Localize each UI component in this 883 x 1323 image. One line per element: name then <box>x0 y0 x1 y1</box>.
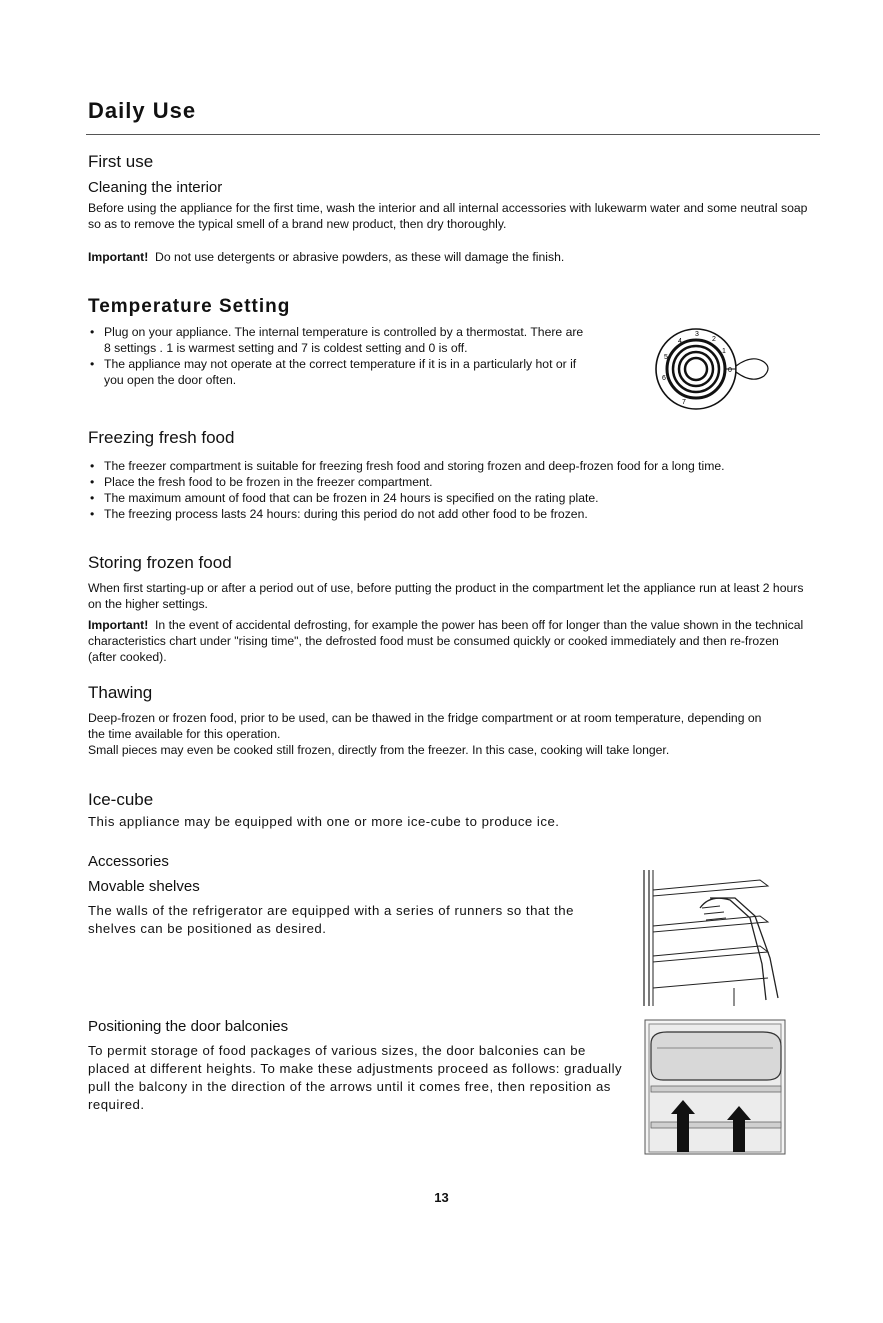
dial-number: 1 <box>722 348 726 355</box>
storing-heading: Storing frozen food <box>88 553 232 572</box>
temperature-list <box>88 324 593 388</box>
cleaning-interior-heading: Cleaning the interior <box>88 179 223 196</box>
important-label: Important! <box>88 618 149 632</box>
dial-number: 5 <box>664 354 668 361</box>
dial-number: 2 <box>712 336 716 343</box>
accessories-heading: Accessories <box>88 853 169 870</box>
dial-number: 3 <box>695 331 699 338</box>
first-use-heading: First use <box>88 152 154 171</box>
important-text: In the event of accidental defrosting, for example the power has been off for longer than the value shown in the technical characteristics chart under "rising time", the defrosted food must be consumed quickly or cooked immediately and then re-frozen (after cooked). <box>88 618 804 664</box>
icecube-heading: Ice-cube <box>88 790 154 809</box>
dial-number: 7 <box>682 399 686 406</box>
important-label: Important! <box>88 250 149 264</box>
movable-shelves-text: The walls of the refrigerator are equipped with a series of runners so that the shelves can be positioned as desired. <box>88 903 574 936</box>
thawing-text-2: Small pieces may even be cooked still frozen, directly from the freezer. In this case, cooking will take longer. <box>88 743 670 757</box>
title-rule <box>86 134 820 135</box>
thawing-heading: Thawing <box>88 683 153 702</box>
freezing-bullet: • The freezing process lasts 24 hours: during this period do not add other food to be frozen. <box>88 506 813 522</box>
door-balcony-illustration-icon <box>643 1018 789 1156</box>
storing-text: When first starting-up or after a period out of use, before putting the product in the compartment let the appliance run at least 2 hours on the higher settings. <box>88 581 804 611</box>
dial-number: 6 <box>662 375 666 382</box>
page-title: Daily Use <box>88 98 197 123</box>
shelf-hand-illustration-icon <box>640 868 780 1008</box>
page-number: 13 <box>434 1190 449 1205</box>
thermostat-dial-icon <box>652 326 778 422</box>
dial-number: 4 <box>678 338 682 345</box>
cleaning-important-note <box>88 249 823 265</box>
icecube-text: This appliance may be equipped with one or more ice-cube to produce ice. <box>88 814 560 829</box>
temperature-bullet: • Plug on your appliance. The internal temperature is controlled by a thermostat. There are 8 settings . 1 is warmest setting and 7 is coldest setting and 0 is off. <box>88 324 593 356</box>
temperature-bullet: • The appliance may not operate at the correct temperature if it is in a particularly hot or if you open the door often. <box>88 356 593 388</box>
movable-shelves-heading: Movable shelves <box>88 878 200 895</box>
dial-number: 0 <box>728 367 732 374</box>
freezing-list <box>88 458 813 522</box>
freezing-heading: Freezing fresh food <box>88 428 235 447</box>
cleaning-interior-text: Before using the appliance for the first time, wash the interior and all internal accessories with lukewarm water and some neutral soap so as to remove the typical smell of a brand new product, then dry thoroughly. <box>88 201 808 231</box>
door-balconies-text: To permit storage of food packages of various sizes, the door balconies can be placed at different heights. To make these adjustments proceed as follows: gradually pull the balcony in the direction of the arrows until it comes free, then reposition as required. <box>88 1043 623 1112</box>
thawing-text: Deep-frozen or frozen food, prior to be used, can be thawed in the fridge compartment or at room temperature, depending on the time available for this operation. <box>88 711 762 741</box>
important-text: Do not use detergents or abrasive powders, as these will damage the finish. <box>155 250 565 264</box>
freezing-bullet: • The maximum amount of food that can be frozen in 24 hours is specified on the rating plate. <box>88 490 813 506</box>
freezing-bullet: • Place the fresh food to be frozen in the freezer compartment. <box>88 474 813 490</box>
door-balconies-heading: Positioning the door balconies <box>88 1018 289 1035</box>
freezing-bullet: • The freezer compartment is suitable for freezing fresh food and storing frozen and deep-frozen food for a long time. <box>88 458 813 474</box>
storing-important-note <box>88 617 808 665</box>
temperature-heading: Temperature Setting <box>88 296 291 317</box>
